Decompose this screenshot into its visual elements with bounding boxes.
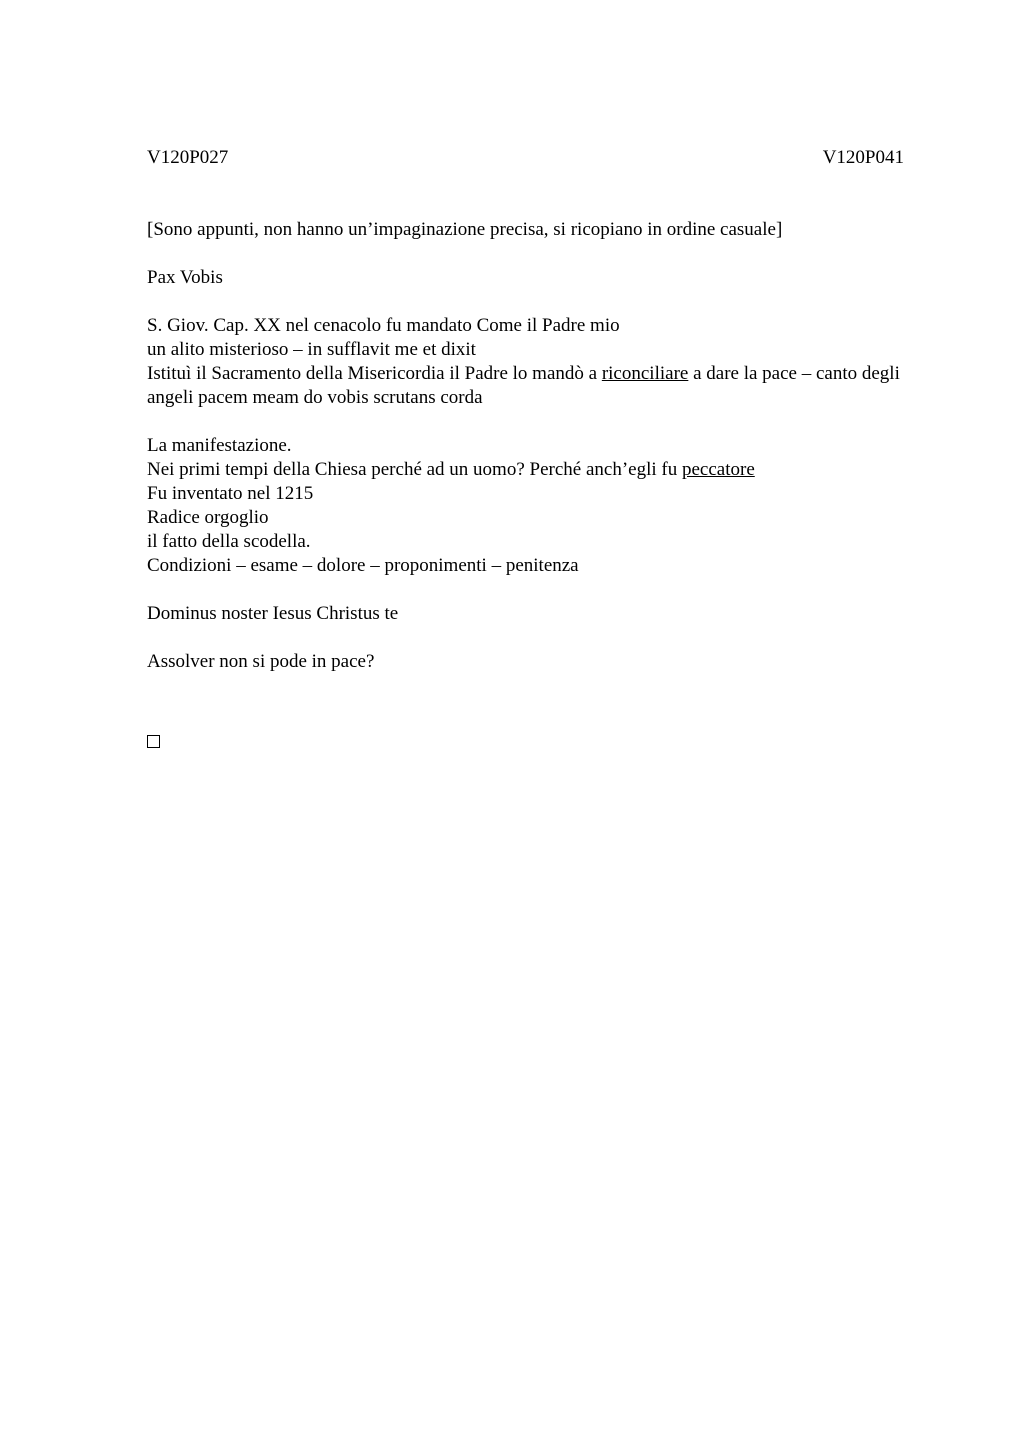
text-line: un alito misterioso – in sufflavit me et dixit bbox=[147, 339, 476, 360]
text-line: S. Giov. Cap. XX nel cenacolo fu mandato Come il Padre mio bbox=[147, 315, 620, 336]
document-header bbox=[147, 146, 937, 170]
line-dominus: Dominus noster Iesus Christus te bbox=[147, 603, 399, 624]
left-reference-code: V120P027 bbox=[147, 147, 229, 168]
editorial-note: [Sono appunti, non hanno un’impaginazione precisa, si ricopiano in ordine casuale] bbox=[147, 219, 783, 240]
text-line: La manifestazione. bbox=[147, 435, 292, 456]
empty-square-icon bbox=[147, 735, 160, 748]
text-fragment: a dare la pace – canto degli angeli pacem meam do vobis scrutans corda bbox=[147, 363, 900, 408]
line-assolver: Assolver non si pode in pace? bbox=[147, 651, 375, 672]
underlined-word-peccatore: peccatore bbox=[681, 459, 755, 480]
text-fragment: Istituì il Sacramento della Misericordia il Padre lo mandò a bbox=[147, 363, 602, 384]
text-line: Condizioni – esame – dolore – proponimenti – penitenza bbox=[147, 555, 579, 576]
right-reference-code: V120P041 bbox=[822, 147, 904, 168]
document-page bbox=[147, 146, 937, 674]
text-fragment: Nei primi tempi della Chiesa perché ad un uomo? Perché anch’egli fu bbox=[147, 459, 682, 480]
text-line-wrapped bbox=[147, 363, 900, 408]
text-line bbox=[147, 458, 937, 482]
greeting-line: Pax Vobis bbox=[147, 267, 223, 288]
text-line: il fatto della scodella. bbox=[147, 531, 311, 552]
paragraph-cenacolo bbox=[147, 314, 937, 410]
paragraph-manifestazione bbox=[147, 434, 937, 578]
text-line: Fu inventato nel 1215 bbox=[147, 483, 314, 504]
underlined-word-riconciliare: riconciliare bbox=[601, 363, 689, 384]
text-line: Radice orgoglio bbox=[147, 507, 269, 528]
